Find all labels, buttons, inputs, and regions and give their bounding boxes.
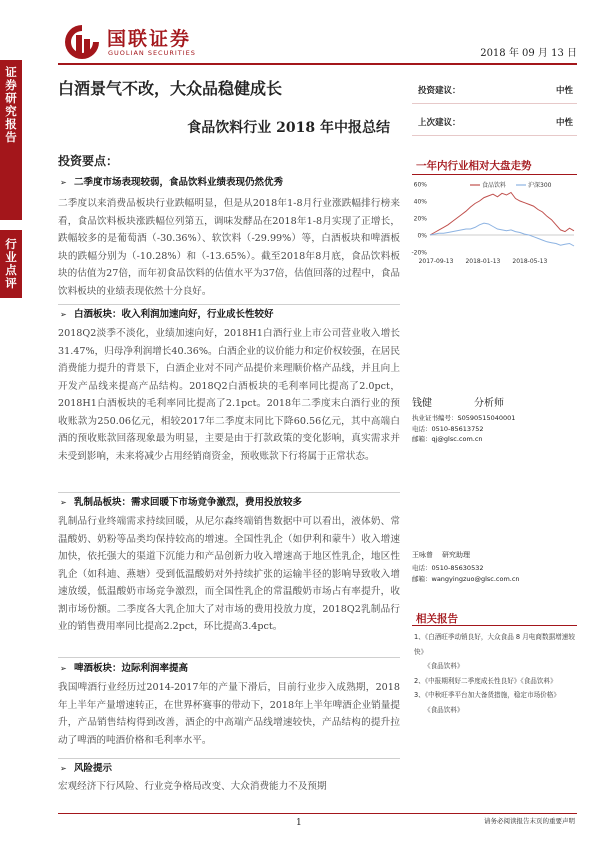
report-date: 2018 年 09 月 13 日: [480, 48, 577, 59]
x-tick-label: 2018-01-13: [465, 258, 501, 265]
section-body: 2018Q2淡季不淡化，业绩加速向好，2018H1白酒行业上市公司营业收入增长31.47%，归母净利润增长40.36%。白酒企业的议价能力和定价权较强，在居民消费能力提升的背景下，白酒企业对不同产品提价来理顺价格产品线，并且向上开发产品线来提高产品结构。2018Q2白酒板块的毛利率同比提高了2.0pct，2018H1白酒板块的毛利率同比提高了2.1pct。2018年二季度末白酒行业的预收账款为250.06亿元，相较2017年二季度末同比下降60.56亿元，其中高端白酒的预收账款回落现象最为明显，主要是由于打款政策的变化影响，真实需求并未受到影响，未来将减少占用经销商资金，预收账款下行将属于正常状态。: [58, 328, 400, 462]
chart-title: 一年内行业相对大盘走势: [416, 160, 532, 172]
related-report-item[interactable]: 2、《中报期利好二季度成长性良好》《食品饮料》: [414, 676, 557, 685]
related-reports-rule: [412, 625, 577, 626]
section-body: 宏观经济下行风险、行业竞争格局改变、大众消费能力不及预期: [58, 781, 327, 792]
key-points-heading: 投资要点：: [58, 154, 119, 168]
analyst-phone: 电话：0510-85613752: [412, 424, 484, 433]
section-divider: [58, 657, 400, 658]
analyst-email[interactable]: 邮箱：qj@glsc.com.cn: [412, 435, 483, 443]
report-subtitle: 食品饮料行业 2018 年中报总结: [187, 120, 390, 136]
arrow-right-icon: ➢: [60, 764, 67, 773]
x-tick-label: 2017-09-13: [418, 258, 454, 265]
y-tick-label: 20%: [413, 215, 427, 223]
rating-divider: [412, 135, 577, 136]
section-heading: ➢ 乳制品板块：需求回暖下市场竞争激烈，费用投放较多: [60, 497, 303, 508]
related-reports-title: 相关报告: [416, 613, 458, 625]
y-tick-label: 40%: [413, 198, 427, 206]
series-line-1: [430, 223, 574, 246]
rating-value: 中性: [555, 86, 573, 96]
analyst-name: 钱健: [412, 398, 432, 409]
section-body: 我国啤酒行业经历过2014-2017年的产量下滑后，目前行业步入成熟期，2018年上半年产量增速转正，在世界杯赛事的带动下，2018年上半年啤酒企业销量提升，产品销售结构得到改善，酒企的中高端产品线增速较快，产品结构的提升拉动了啤酒的吨酒价格和毛利率水平。: [58, 682, 400, 746]
assistant-name: 王咏曾: [412, 551, 433, 559]
section-divider: [58, 304, 400, 305]
sidebar-bottom-label: 行 业 点 评: [5, 237, 17, 290]
y-tick-label: 60%: [413, 181, 427, 189]
arrow-right-icon: ➢: [60, 310, 67, 319]
report-title: 白酒景气不改，大众品稳健成长: [58, 79, 283, 98]
rating-label: 投资建议：: [418, 86, 461, 96]
assistant-role: 研究助理: [442, 551, 470, 559]
page-number: 1: [296, 818, 302, 828]
section-market: [58, 176, 400, 300]
y-tick-label: -20%: [411, 249, 427, 257]
arrow-right-icon: ➢: [60, 498, 67, 507]
analyst-license: 执业证书编号：S0590515040001: [412, 414, 516, 422]
analyst-role: 分析师: [474, 398, 504, 409]
x-tick-label: 2018-05-13: [512, 258, 548, 265]
y-tick-label: 0%: [417, 232, 427, 240]
previous-rating-value: 中性: [555, 118, 573, 128]
section-body: 二季度以来消费品板块行业跌幅明显，但是从2018年1-8月行业涨跌幅排行榜来看，食品饮料板块涨跌幅位列第五，调味发酵品在2018年1-8月实现了正增长，跌幅较多的是葡萄酒（-30.36%）、软饮料（-29.99%）等，白酒板块和啤酒板块的跌幅分别为（-10.28%）和（-13.65%）。截至2018年8月底，食品饮料板块的估值为27倍，而年初食品饮料的估值水平为37倍，估值回落的过程中，食品饮料板块的业绩表现依然十分良好。: [58, 198, 400, 297]
related-report-item[interactable]: 1、《白酒旺季动销良好，大众食品 8 月电商数据增速较快》: [414, 633, 575, 656]
analyst-card: [412, 394, 577, 445]
related-reports-list: [414, 630, 576, 717]
footer-disclaimer: 请务必阅读报告末页的重要声明: [484, 817, 575, 825]
assistant-phone: 电话：0510-85630532: [412, 564, 484, 572]
section-heading: ➢ 啤酒板块：边际利润率提高: [60, 663, 189, 674]
series-line-0: [430, 193, 574, 236]
relative-performance-chart: [408, 176, 580, 276]
sidebar-report-type: [0, 60, 22, 220]
arrow-right-icon: ➢: [60, 664, 67, 673]
previous-rating-label: 上次建议：: [418, 118, 461, 128]
chart-title-rule: [412, 174, 577, 175]
section-body: 乳制品行业终端需求持续回暖，从尼尔森终端销售数据中可以看出，液体奶、常温酸奶、奶粉等品类均保持较高的增速。全国性乳企（如伊利和蒙牛）收入增速加快，依托强大的渠道下沉能力和产品创新力收入增速高于地区性乳企，地区性乳企（如科迪、燕塘）受到低温酸奶对外持续扩张的运输半径的影响导致收入增速放缓，低温酸奶市场竞争激烈，而全国性乳企的常温酸奶市场占有率提升，收割市场份额。二季度各大乳企加大了对市场的费用投放力度，2018Q2乳制品行业的销售费用率同比提高2.2pct，环比提高3.4pct。: [58, 516, 400, 632]
footer-divider: [58, 813, 577, 814]
section-heading: ➢ 风险提示: [60, 763, 113, 774]
section-baijiu: [58, 308, 400, 465]
section-dairy: [58, 496, 400, 636]
section-divider: [58, 492, 400, 493]
arrow-right-icon: ➢: [60, 178, 67, 187]
legend-label: 食品饮料: [482, 182, 507, 189]
section-beer: [58, 662, 400, 749]
section-heading: ➢ 二季度市场表现较弱，食品饮料业绩表现仍然优秀: [60, 177, 284, 188]
sidebar-top-label: 证 券 研 究 报 告: [5, 65, 17, 144]
related-report-item[interactable]: 《食品饮料》: [424, 662, 464, 670]
section-divider: [58, 758, 400, 759]
section-heading: ➢ 白酒板块：收入利润加速向好，行业成长性较好: [60, 309, 274, 320]
brand-name-en: GUOLIAN SECURITIES: [108, 49, 196, 57]
sidebar-report-category: [0, 230, 22, 298]
brand-logo: [62, 22, 222, 64]
legend-label: 沪深300: [528, 182, 552, 189]
header-divider: [58, 63, 577, 65]
section-risk: [58, 762, 400, 796]
assistant-card: [412, 550, 577, 584]
rating-divider: [412, 103, 577, 104]
assistant-email[interactable]: 邮箱：wangyingzuo@glsc.com.cn: [412, 574, 520, 583]
guolian-logo-icon: [62, 22, 102, 62]
related-report-item[interactable]: 《食品饮料》: [424, 705, 464, 714]
brand-name-cn: 国联证券: [107, 28, 192, 50]
related-report-item[interactable]: 3、《中秋旺季平台加大备货措施，稳定市场价格》: [414, 691, 560, 699]
